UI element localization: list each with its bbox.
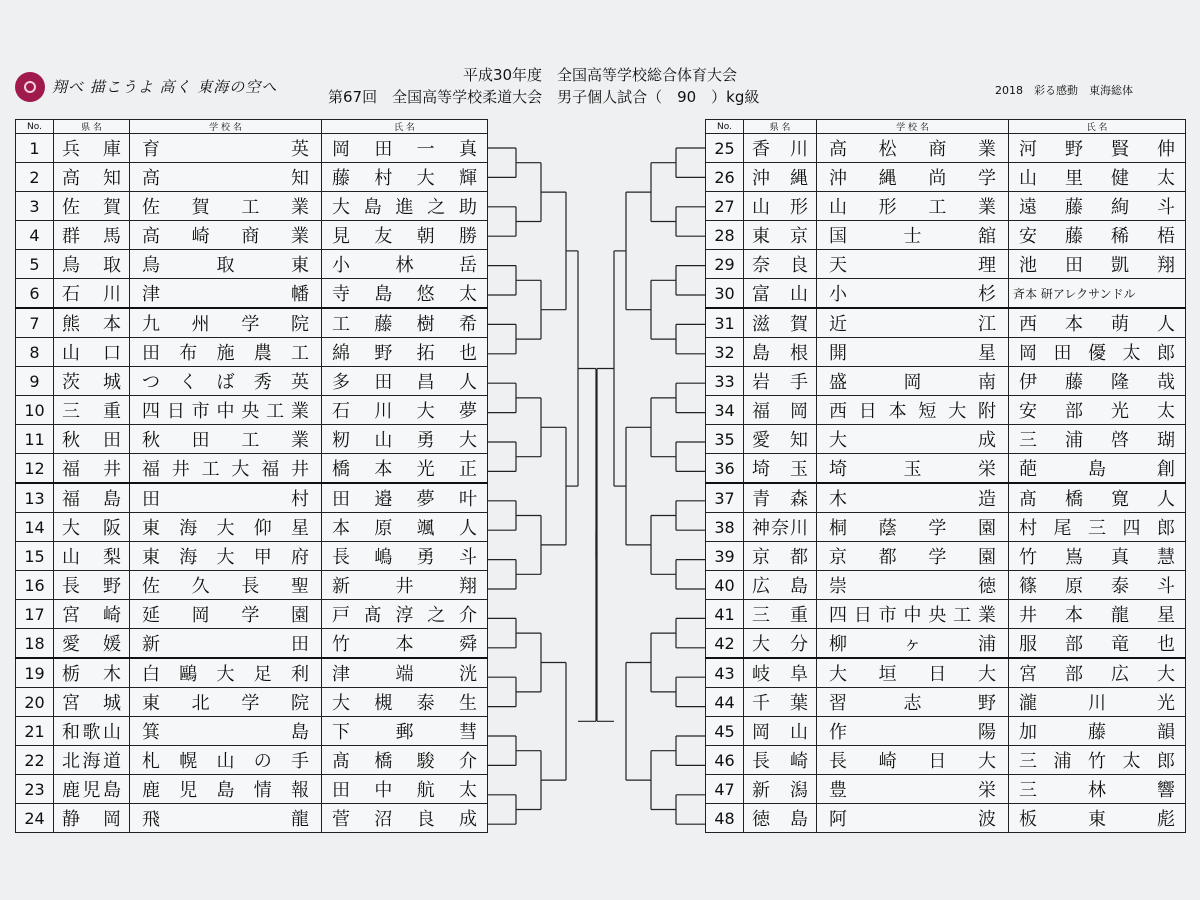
entry-number: 18: [16, 629, 54, 659]
entry-number: 45: [706, 717, 744, 746]
entry-name: 髙橋寛人: [1009, 483, 1186, 513]
entry-school: 九州学院: [130, 308, 322, 338]
entry-number: 48: [706, 804, 744, 833]
entry-prefecture: 山梨: [54, 542, 130, 571]
entry-name: 津端洸: [322, 658, 488, 688]
entry-number: 37: [706, 483, 744, 513]
entry-prefecture: 宮崎: [54, 600, 130, 629]
entry-prefecture: 島根: [744, 338, 817, 367]
entry-prefecture: 静岡: [54, 804, 130, 833]
column-header-no: No.: [706, 120, 744, 134]
entry-prefecture: 千葉: [744, 688, 817, 717]
column-header-school: 学 校 名: [817, 120, 1009, 134]
entry-prefecture: 三重: [744, 600, 817, 629]
entry-number: 29: [706, 250, 744, 279]
entry-prefecture: 熊本: [54, 308, 130, 338]
entry-school: 阿波: [817, 804, 1009, 833]
entry-name: 小林岳: [322, 250, 488, 279]
entry-number: 8: [16, 338, 54, 367]
entry-prefecture: 京都: [744, 542, 817, 571]
entry-number: 25: [706, 134, 744, 163]
entry-school: 小杉: [817, 279, 1009, 309]
entry-number: 41: [706, 600, 744, 629]
entry-prefecture: 石川: [54, 279, 130, 309]
entry-school: 佐賀工業: [130, 192, 322, 221]
entry-name: 綿野拓也: [322, 338, 488, 367]
entry-prefecture: 新潟: [744, 775, 817, 804]
entry-school: 田村: [130, 483, 322, 513]
entry-name: 西本萌人: [1009, 308, 1186, 338]
entry-prefecture: 大阪: [54, 513, 130, 542]
entry-school: 高崎商業: [130, 221, 322, 250]
entry-name: 三浦竹太郎: [1009, 746, 1186, 775]
entry-number: 12: [16, 454, 54, 484]
entry-name: 田中航太: [322, 775, 488, 804]
entry-school: 高知: [130, 163, 322, 192]
entry-name: 伊藤隆哉: [1009, 367, 1186, 396]
entry-school: 佐久長聖: [130, 571, 322, 600]
entry-name: 葩島創: [1009, 454, 1186, 484]
entry-number: 23: [16, 775, 54, 804]
entry-prefecture: 奈良: [744, 250, 817, 279]
slogan: 翔べ 描こうよ 高く 東海の空へ: [52, 78, 278, 96]
entry-number: 32: [706, 338, 744, 367]
entry-school: 白鷗大足利: [130, 658, 322, 688]
entry-name: 大槻泰生: [322, 688, 488, 717]
entry-name: 石川大夢: [322, 396, 488, 425]
entry-prefecture: 秋田: [54, 425, 130, 454]
entry-number: 13: [16, 483, 54, 513]
entry-prefecture: 兵庫: [54, 134, 130, 163]
entry-school: 習志野: [817, 688, 1009, 717]
entry-school: 木造: [817, 483, 1009, 513]
entry-school: 沖縄尚学: [817, 163, 1009, 192]
entry-prefecture: 長崎: [744, 746, 817, 775]
entry-school: 飛龍: [130, 804, 322, 833]
entry-number: 46: [706, 746, 744, 775]
column-header-prefecture: 県 名: [54, 120, 130, 134]
entry-number: 14: [16, 513, 54, 542]
entry-school: 山形工業: [817, 192, 1009, 221]
entry-prefecture: 滋賀: [744, 308, 817, 338]
entry-school: 福井工大福井: [130, 454, 322, 484]
entry-prefecture: 山口: [54, 338, 130, 367]
entry-number: 30: [706, 279, 744, 309]
entry-number: 31: [706, 308, 744, 338]
entry-school: 東海大甲府: [130, 542, 322, 571]
entry-school: 東北学院: [130, 688, 322, 717]
entry-number: 22: [16, 746, 54, 775]
entry-prefecture: 神奈川: [744, 513, 817, 542]
entry-number: 20: [16, 688, 54, 717]
entry-school: 田布施農工: [130, 338, 322, 367]
entry-school: 新田: [130, 629, 322, 659]
entry-number: 44: [706, 688, 744, 717]
entry-number: 38: [706, 513, 744, 542]
entry-name: 山里健太: [1009, 163, 1186, 192]
entry-name: 池田凱翔: [1009, 250, 1186, 279]
entry-number: 33: [706, 367, 744, 396]
tagline: 2018 彩る感動 東海総体: [995, 84, 1133, 97]
entry-number: 11: [16, 425, 54, 454]
column-header-name: 氏 名: [322, 120, 488, 134]
entry-name: 板東彪: [1009, 804, 1186, 833]
entry-number: 1: [16, 134, 54, 163]
entry-prefecture: 茨城: [54, 367, 130, 396]
entry-school: 柳ヶ浦: [817, 629, 1009, 659]
entry-number: 24: [16, 804, 54, 833]
entry-school: 大垣日大: [817, 658, 1009, 688]
entry-school: 高松商業: [817, 134, 1009, 163]
entry-prefecture: 福島: [54, 483, 130, 513]
entry-name: 三浦啓瑚: [1009, 425, 1186, 454]
entry-prefecture: 徳島: [744, 804, 817, 833]
entry-school: 埼玉栄: [817, 454, 1009, 484]
entry-prefecture: 愛知: [744, 425, 817, 454]
entry-prefecture: 岩手: [744, 367, 817, 396]
entry-name: 戸髙淳之介: [322, 600, 488, 629]
entry-school: 鳥取東: [130, 250, 322, 279]
entry-prefecture: 鹿児島: [54, 775, 130, 804]
entry-school: つくば秀英: [130, 367, 322, 396]
entry-name: 服部竜也: [1009, 629, 1186, 659]
title-line-1: 平成30年度 全国高等学校総合体育大会: [462, 66, 738, 84]
entry-name: 村尾三四郎: [1009, 513, 1186, 542]
entry-name: 竹嶌真慧: [1009, 542, 1186, 571]
entry-number: 3: [16, 192, 54, 221]
entry-prefecture: 岡山: [744, 717, 817, 746]
entry-name: 大島進之助: [322, 192, 488, 221]
entry-name: 多田昌人: [322, 367, 488, 396]
entry-number: 27: [706, 192, 744, 221]
entry-number: 43: [706, 658, 744, 688]
entry-number: 19: [16, 658, 54, 688]
entry-name: 井本龍星: [1009, 600, 1186, 629]
entry-name: 見友朝勝: [322, 221, 488, 250]
entry-name: 宮部広大: [1009, 658, 1186, 688]
entry-school: 育英: [130, 134, 322, 163]
entry-name: 竹本舜: [322, 629, 488, 659]
entry-school: 四日市中央工業: [130, 396, 322, 425]
entry-school: 東海大仰星: [130, 513, 322, 542]
entry-prefecture: 和歌山: [54, 717, 130, 746]
entry-prefecture: 大分: [744, 629, 817, 659]
column-header-prefecture: 県 名: [744, 120, 817, 134]
entry-school: 近江: [817, 308, 1009, 338]
entry-school: 秋田工業: [130, 425, 322, 454]
entry-number: 39: [706, 542, 744, 571]
entry-number: 7: [16, 308, 54, 338]
entry-name: 藤村大輝: [322, 163, 488, 192]
entry-school: 西日本短大附: [817, 396, 1009, 425]
entry-name: 本原颯人: [322, 513, 488, 542]
entry-number: 15: [16, 542, 54, 571]
column-header-school: 学 校 名: [130, 120, 322, 134]
entry-number: 35: [706, 425, 744, 454]
entry-school: 大成: [817, 425, 1009, 454]
entry-school: 国士舘: [817, 221, 1009, 250]
entry-name: 籾山勇大: [322, 425, 488, 454]
entry-school: 鹿児島情報: [130, 775, 322, 804]
entry-school: 作陽: [817, 717, 1009, 746]
entry-school: 長崎日大: [817, 746, 1009, 775]
entry-school: 豊栄: [817, 775, 1009, 804]
entry-number: 17: [16, 600, 54, 629]
entry-number: 16: [16, 571, 54, 600]
entry-school: 天理: [817, 250, 1009, 279]
column-header-no: No.: [16, 120, 54, 134]
entry-prefecture: 高知: [54, 163, 130, 192]
entry-prefecture: 佐賀: [54, 192, 130, 221]
entry-school: 箕島: [130, 717, 322, 746]
entry-name: 加藤韻: [1009, 717, 1186, 746]
entry-school: 津幡: [130, 279, 322, 309]
entry-school: 開星: [817, 338, 1009, 367]
entry-prefecture: 岐阜: [744, 658, 817, 688]
entry-prefecture: 愛媛: [54, 629, 130, 659]
entry-number: 10: [16, 396, 54, 425]
entry-prefecture: 北海道: [54, 746, 130, 775]
entry-prefecture: 富山: [744, 279, 817, 309]
entry-number: 40: [706, 571, 744, 600]
entry-prefecture: 鳥取: [54, 250, 130, 279]
entry-name: 安部光太: [1009, 396, 1186, 425]
entry-name: 新井翔: [322, 571, 488, 600]
entry-name: 安藤稀梧: [1009, 221, 1186, 250]
entry-name: 瀧川光: [1009, 688, 1186, 717]
entry-school: 延岡学園: [130, 600, 322, 629]
entry-name: 菅沼良成: [322, 804, 488, 833]
entry-name: 寺島悠太: [322, 279, 488, 309]
entry-school: 京都学園: [817, 542, 1009, 571]
entry-prefecture: 宮城: [54, 688, 130, 717]
title-line-2: 第67回 全国高等学校柔道大会 男子個人試合（ 90 ）kg級: [328, 88, 760, 106]
entry-prefecture: 広島: [744, 571, 817, 600]
column-header-name: 氏 名: [1009, 120, 1186, 134]
entry-name: 下郵彗: [322, 717, 488, 746]
entry-prefecture: 埼玉: [744, 454, 817, 484]
entry-prefecture: 三重: [54, 396, 130, 425]
entry-name: 工藤樹希: [322, 308, 488, 338]
entry-prefecture: 長野: [54, 571, 130, 600]
entry-number: 42: [706, 629, 744, 659]
entry-number: 26: [706, 163, 744, 192]
entry-school: 四日市中央工業: [817, 600, 1009, 629]
entry-name: 岡田一真: [322, 134, 488, 163]
entry-prefecture: 沖縄: [744, 163, 817, 192]
entry-prefecture: 山形: [744, 192, 817, 221]
entry-number: 34: [706, 396, 744, 425]
entry-name: 長嶋勇斗: [322, 542, 488, 571]
entry-number: 21: [16, 717, 54, 746]
entry-name: 遠藤絢斗: [1009, 192, 1186, 221]
entry-prefecture: 福岡: [744, 396, 817, 425]
entry-school: 盛岡南: [817, 367, 1009, 396]
entry-school: 札幌山の手: [130, 746, 322, 775]
entry-name: 橋本光正: [322, 454, 488, 484]
entry-number: 36: [706, 454, 744, 484]
entry-school: 崇徳: [817, 571, 1009, 600]
entry-number: 2: [16, 163, 54, 192]
entry-prefecture: 栃木: [54, 658, 130, 688]
entry-prefecture: 群馬: [54, 221, 130, 250]
entry-name: 斉本 研アレクサンドル: [1009, 279, 1186, 309]
entry-prefecture: 東京: [744, 221, 817, 250]
entry-prefecture: 青森: [744, 483, 817, 513]
entry-number: 9: [16, 367, 54, 396]
entry-number: 47: [706, 775, 744, 804]
entry-number: 5: [16, 250, 54, 279]
entry-number: 4: [16, 221, 54, 250]
entry-name: 髙橋駿介: [322, 746, 488, 775]
entry-school: 桐蔭学園: [817, 513, 1009, 542]
entry-name: 河野賢伸: [1009, 134, 1186, 163]
entry-name: 三林響: [1009, 775, 1186, 804]
entry-name: 田邉夢叶: [322, 483, 488, 513]
entry-prefecture: 福井: [54, 454, 130, 484]
entry-name: 岡田優太郎: [1009, 338, 1186, 367]
entry-number: 6: [16, 279, 54, 309]
entry-number: 28: [706, 221, 744, 250]
entry-prefecture: 香川: [744, 134, 817, 163]
entry-name: 篠原泰斗: [1009, 571, 1186, 600]
